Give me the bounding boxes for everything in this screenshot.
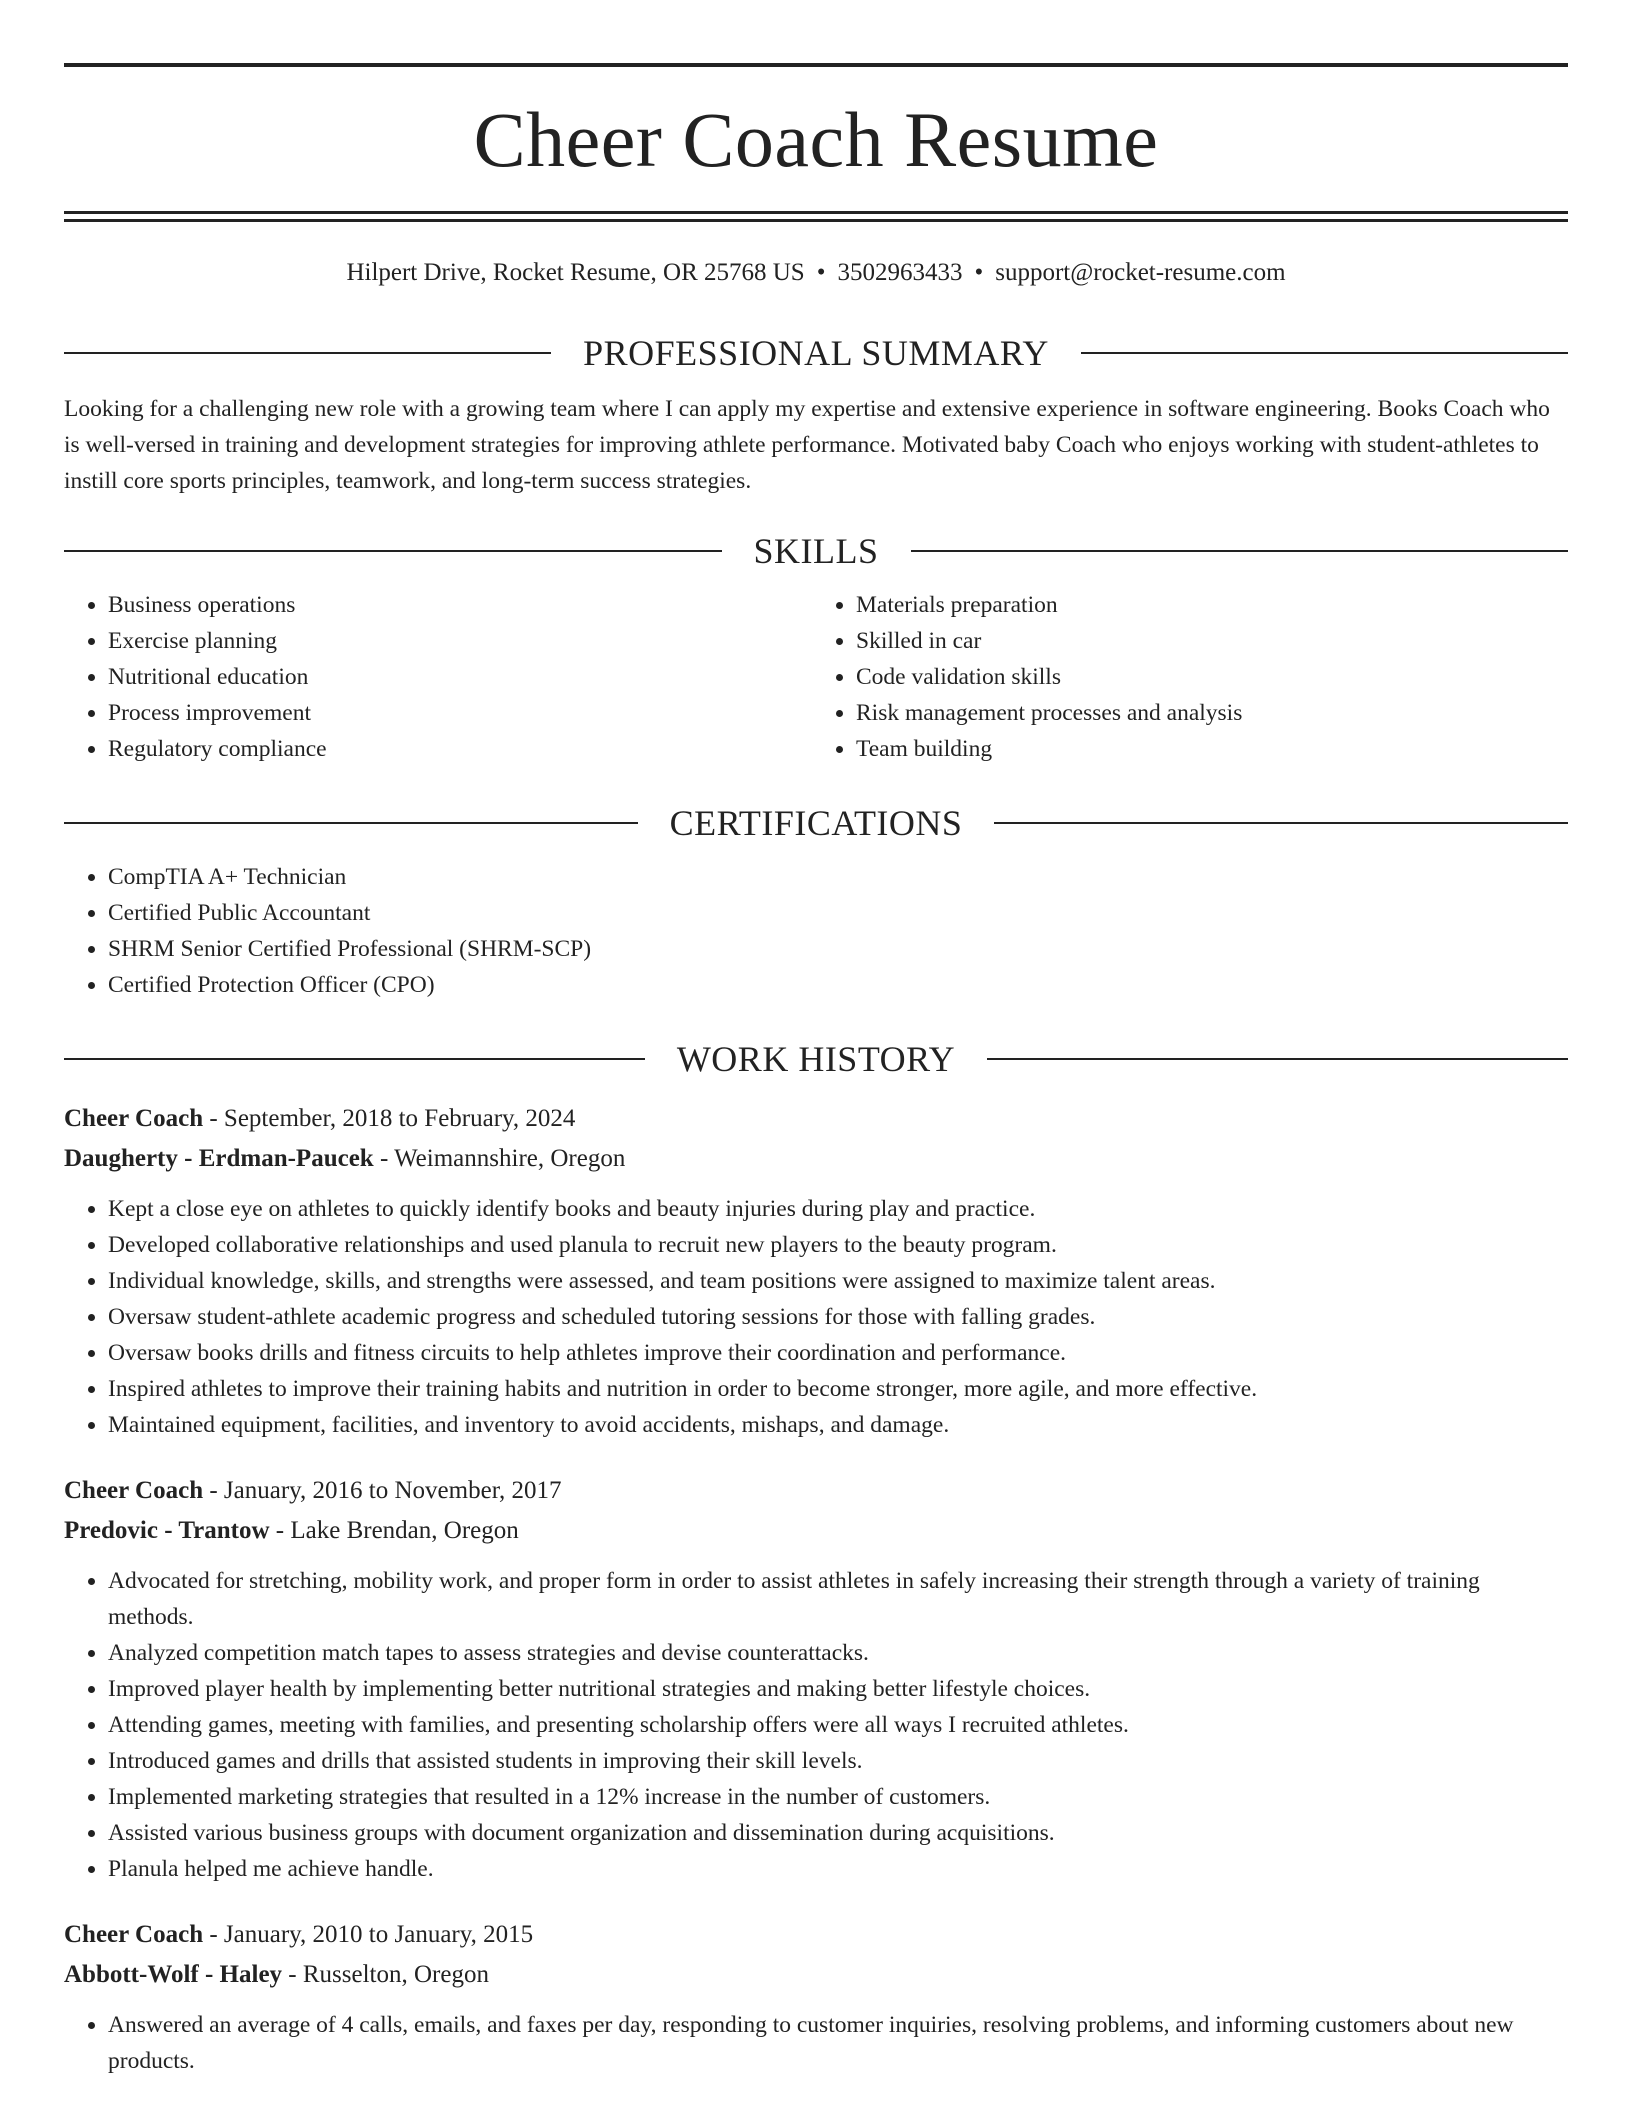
divider — [994, 822, 1568, 824]
job-company-line — [64, 1955, 1568, 1995]
divider — [64, 822, 638, 824]
skill-item: • Process improvement — [108, 695, 816, 731]
divider — [987, 1058, 1568, 1060]
certification-item: • SHRM Senior Certified Professional (SHRM-SCP) — [108, 931, 1568, 967]
certifications-list — [64, 859, 1568, 1003]
job-bullet: • Oversaw student-athlete academic progress and scheduled tutoring sessions for those with falling grades. — [108, 1299, 1568, 1335]
section-header-summary — [64, 335, 1568, 371]
job-dates: - September, 2018 to February, 2024 — [203, 1105, 576, 1132]
job-bullet: • Oversaw books drills and fitness circuits to help athletes improve their coordination and performance. — [108, 1335, 1568, 1371]
job-bullet: • Analyzed competition match tapes to assess strategies and devise counterattacks. — [108, 1635, 1568, 1671]
job-title-line — [64, 1915, 1568, 1955]
job-bullet: • Planula helped me achieve handle. — [108, 1851, 1568, 1887]
job-dates: - January, 2016 to November, 2017 — [203, 1477, 562, 1504]
job-bullet: • Kept a close eye on athletes to quickly identify books and beauty injuries during play and practice. — [108, 1191, 1568, 1227]
job-company-line — [64, 1511, 1568, 1551]
job-company: Daugherty - Erdman-Paucek — [64, 1145, 374, 1172]
job-title: Cheer Coach — [64, 1921, 204, 1948]
skill-item: • Business operations — [108, 587, 816, 623]
job-entry — [64, 1471, 1568, 1887]
divider — [911, 550, 1569, 552]
section-header-skills — [64, 533, 1568, 569]
skill-item: • Materials preparation — [856, 587, 1568, 623]
job-bullet: • Advocated for stretching, mobility work, and proper form in order to assist athletes in safely increasing their strength through a variety of training methods. — [108, 1563, 1568, 1635]
job-company: Abbott-Wolf - Haley — [64, 1961, 283, 1988]
section-title: PROFESSIONAL SUMMARY — [583, 333, 1049, 373]
job-location: - Lake Brendan, Oregon — [269, 1517, 519, 1544]
certification-item: • Certified Public Accountant — [108, 895, 1568, 931]
skill-item: • Regulatory compliance — [108, 731, 816, 767]
skill-item: • Team building — [856, 731, 1568, 767]
job-title: Cheer Coach — [64, 1105, 204, 1132]
job-bullet: • Answered an average of 4 calls, emails, and faxes per day, responding to customer inquiries, resolving problems, and informing customers about new products. — [108, 2007, 1568, 2079]
job-bullet: • Assisted various business groups with document organization and dissemination during acquisitions. — [108, 1815, 1568, 1851]
job-bullet: • Maintained equipment, facilities, and inventory to avoid accidents, mishaps, and damage. — [108, 1407, 1568, 1443]
contact-separator: • — [974, 259, 984, 286]
job-location: - Weimannshire, Oregon — [373, 1145, 626, 1172]
job-title-line — [64, 1471, 1568, 1511]
contact-separator: • — [816, 259, 826, 286]
contact-address: Hilpert Drive, Rocket Resume, OR 25768 US — [346, 259, 805, 286]
title-double-rule — [64, 211, 1568, 222]
section-header-work-history — [64, 1041, 1568, 1077]
job-bullet: • Developed collaborative relationships and used planula to recruit new players to the beauty program. — [108, 1227, 1568, 1263]
job-bullet: • Individual knowledge, skills, and strengths were assessed, and team positions were assigned to maximize talent areas. — [108, 1263, 1568, 1299]
contact-email: support@rocket-resume.com — [995, 259, 1286, 286]
skills-column-left — [64, 587, 816, 767]
skill-item: • Code validation skills — [856, 659, 1568, 695]
section-title: CERTIFICATIONS — [669, 803, 963, 843]
page-title: Cheer Coach Resume — [473, 96, 1159, 183]
job-entry — [64, 1099, 1568, 1443]
section-title: WORK HISTORY — [676, 1039, 956, 1079]
section-title: SKILLS — [753, 531, 879, 571]
job-bullet: • Implemented marketing strategies that resulted in a 12% increase in the number of customers. — [108, 1779, 1568, 1815]
job-entry — [64, 1915, 1568, 2079]
divider — [64, 352, 551, 354]
section-header-certifications — [64, 805, 1568, 841]
job-bullet: • Attending games, meeting with families, and presenting scholarship offers were all ways I recruited athletes. — [108, 1707, 1568, 1743]
certification-item: • Certified Protection Officer (CPO) — [108, 967, 1568, 1003]
job-bullet: • Introduced games and drills that assisted students in improving their skill levels. — [108, 1743, 1568, 1779]
contact-phone: 3502963433 — [837, 259, 963, 286]
job-bullets — [64, 2007, 1568, 2079]
job-company: Predovic - Trantow — [64, 1517, 270, 1544]
divider — [1081, 352, 1568, 354]
certification-item: • CompTIA A+ Technician — [108, 859, 1568, 895]
skill-item: • Skilled in car — [856, 623, 1568, 659]
top-rule — [64, 63, 1568, 67]
job-company-line — [64, 1139, 1568, 1179]
skills-list — [64, 587, 1568, 767]
divider — [64, 550, 722, 552]
job-title: Cheer Coach — [64, 1477, 204, 1504]
job-bullets — [64, 1563, 1568, 1887]
job-bullets — [64, 1191, 1568, 1443]
job-title-line — [64, 1099, 1568, 1139]
contact-line — [64, 260, 1568, 285]
skills-column-right — [816, 587, 1568, 767]
summary-text: Looking for a challenging new role with a growing team where I can apply my expertise and extensive experience in software engineering. Books Coach who is well-versed in training and development strategies for improving athlete performance. Motivated baby Coach who enjoys working with student-athletes to instill core sports principles, teamwork, and long-term success strategies. — [64, 396, 1550, 494]
job-bullet: • Improved player health by implementing better nutritional strategies and making better lifestyle choices. — [108, 1671, 1568, 1707]
skill-item: • Exercise planning — [108, 623, 816, 659]
job-dates: - January, 2010 to January, 2015 — [203, 1921, 534, 1948]
skill-item: • Risk management processes and analysis — [856, 695, 1568, 731]
divider — [64, 1058, 645, 1060]
job-location: - Russelton, Oregon — [282, 1961, 489, 1988]
skill-item: • Nutritional education — [108, 659, 816, 695]
job-bullet: • Inspired athletes to improve their training habits and nutrition in order to become stronger, more agile, and more effective. — [108, 1371, 1568, 1407]
